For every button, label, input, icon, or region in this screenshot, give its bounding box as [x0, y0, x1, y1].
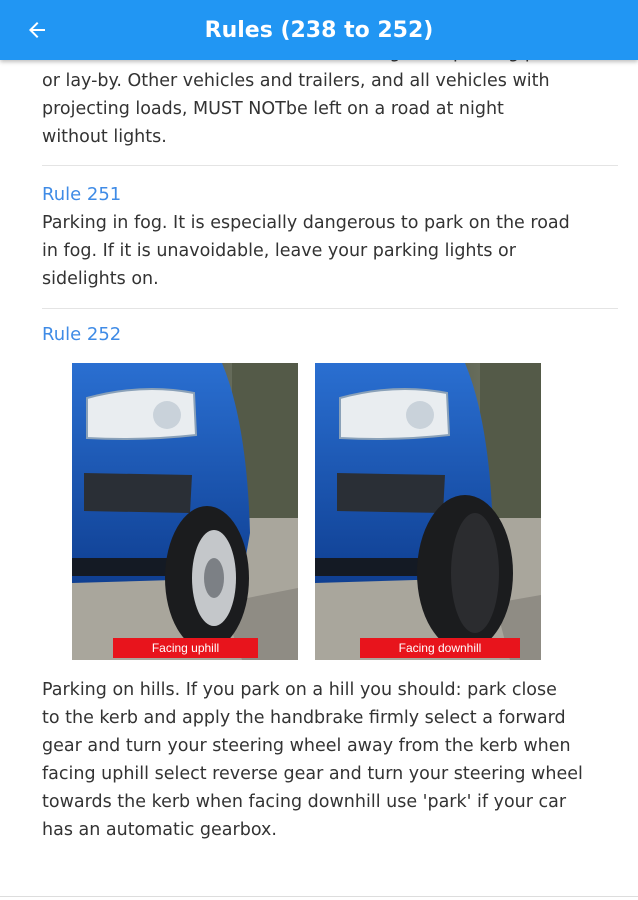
rule-252-text-line: facing uphill select reverse gear and turn your steering wheel [42, 764, 583, 784]
bottom-divider [0, 896, 638, 897]
facing-downhill-photo [315, 363, 541, 660]
rule-251-text-line: in fog. If it is unavoidable, leave your parking lights or [42, 241, 516, 261]
rule-250-text-line: or lay-by. Other vehicles and trailers, and all vehicles with [42, 71, 550, 91]
rule-252-text-line: towards the kerb when facing downhill use 'park' if your car [42, 792, 567, 812]
rule-252-text-line: to the kerb and apply the handbrake firmly select a forward [42, 708, 566, 728]
rule-250-text-line: projecting loads, MUST NOTbe left on a road at night [42, 99, 504, 119]
facing-uphill-photo [72, 363, 298, 660]
photo-caption-uphill: Facing uphill [113, 638, 258, 658]
rule-252-text-line: Parking on hills. If you park on a hill you should: park close [42, 680, 557, 700]
rule-252-title[interactable]: Rule 252 [42, 324, 122, 345]
divider [42, 308, 618, 309]
rule-252-text-line: has an automatic gearbox. [42, 820, 277, 840]
photo-caption-downhill: Facing downhill [360, 638, 520, 658]
rule-252-text-line: gear and turn your steering wheel away from the kerb when [42, 736, 571, 756]
rule-251-title[interactable]: Rule 251 [42, 184, 122, 205]
divider [42, 165, 618, 166]
rule-250-text-line: without lights. [42, 127, 167, 147]
app-header [0, 0, 638, 60]
rule-251-text-line: Parking in fog. It is especially dangerous to park on the road [42, 213, 570, 233]
page-title: Rules (238 to 252) [204, 18, 434, 43]
rule-251-text-line: sidelights on. [42, 269, 159, 289]
